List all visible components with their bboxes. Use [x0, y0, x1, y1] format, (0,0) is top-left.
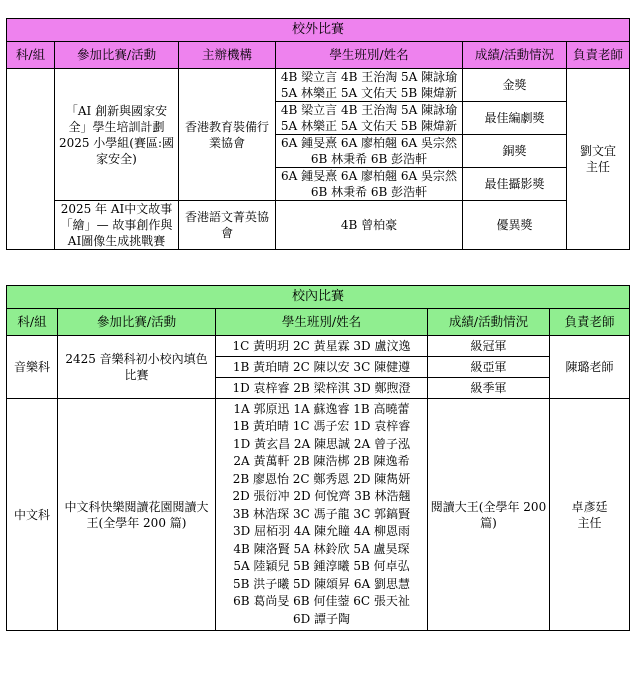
header-subject: 科/組 [7, 42, 55, 69]
students-cell: 6A 鍾旻熹 6A 廖柏翹 6A 吳宗然 6B 林秉希 6B 彭浩軒 [276, 168, 463, 201]
result-cell: 最佳編劇獎 [463, 102, 567, 135]
students-cell: 4B 梁立言 4B 王治淘 5A 陳詠瑜 5A 林樂正 5A 文佑天 5B 陳煒新 [276, 69, 463, 102]
teacher-cell: 劉文宜 主任 [567, 69, 630, 250]
subject-cell: 音樂科 [7, 336, 58, 399]
student-line: 1B 黃珀晴 1C 馮子宏 1D 袁梓睿 [232, 419, 411, 434]
internal-table-title: 校內比賽 [7, 286, 630, 309]
students-cell: 1D 袁梓睿 2B 梁梓淇 3D 鄭煦澄 [216, 378, 428, 399]
students-cell: 4B 曾柏豪 [276, 201, 463, 250]
external-competitions-table [6, 18, 630, 250]
student-line: 6B 葛尚旻 6B 何佳蓥 6C 張天祉 [233, 594, 410, 609]
result-cell: 閱讀大王(全學年 200 篇) [428, 399, 550, 631]
student-line: 1D 黃玄昌 2A 陳思誠 2A 曾子泓 [233, 436, 410, 451]
student-line: 2A 黃萬軒 2B 陳浩梆 2B 陳逸希 [233, 454, 410, 469]
result-cell: 級冠軍 [428, 336, 550, 357]
header-event: 參加比賽/活動 [55, 42, 179, 69]
header-event: 參加比賽/活動 [58, 309, 216, 336]
student-line: 2D 張衍冲 2D 何悅齊 3B 林浩翹 [232, 489, 411, 504]
students-list-cell [216, 399, 428, 631]
header-teacher: 負責老師 [567, 42, 630, 69]
result-cell: 級季軍 [428, 378, 550, 399]
student-line: 2B 廖恩怡 2C 鄭秀恩 2D 陳雋妍 [232, 471, 411, 486]
event-name-cell: 中文科快樂閱讀花園閱讀大王(全學年 200 篇) [58, 399, 216, 631]
teacher-cell: 卓彥廷 主任 [550, 399, 630, 631]
subject-cell: 中文科 [7, 399, 58, 631]
result-cell: 優異獎 [463, 201, 567, 250]
student-line: 5B 洪子曦 5D 陳頌昇 6A 劉思慧 [232, 576, 411, 591]
organizer-cell: 香港教育裝備行業協會 [179, 69, 276, 201]
organizer-cell: 香港語文菁英協會 [179, 201, 276, 250]
event-name-cell: 「AI 創新與國家安全」學生培訓計劃 2025 小學組(賽區:國家安全) [55, 69, 179, 201]
student-line: 1A 郭原迅 1A 蘇逸睿 1B 高曉蕾 [233, 401, 410, 416]
header-students: 學生班別/姓名 [216, 309, 428, 336]
header-organizer: 主辦機構 [179, 42, 276, 69]
header-teacher: 負責老師 [550, 309, 630, 336]
student-line: 4B 陳洛賢 5A 林鈴欣 5A 盧昊琛 [233, 541, 410, 556]
student-line: 3B 林浩琛 3C 馮子龍 3C 郭鎬賢 [232, 506, 411, 521]
subject-cell-empty [7, 69, 55, 250]
student-line: 6D 譚子陶 [292, 611, 351, 626]
header-result: 成績/活動情況 [428, 309, 550, 336]
result-cell: 級亞軍 [428, 357, 550, 378]
result-cell: 金獎 [463, 69, 567, 102]
teacher-cell: 陳璐老師 [550, 336, 630, 399]
internal-competitions-table [6, 285, 630, 631]
student-line: 3D 屈栢羽 4A 陳允瞳 4A 柳恩雨 [233, 524, 410, 539]
event-name-cell: 2425 音樂科初小校內填色比賽 [58, 336, 216, 399]
header-students: 學生班別/姓名 [276, 42, 463, 69]
external-table-title: 校外比賽 [7, 19, 630, 42]
header-result: 成績/活動情況 [463, 42, 567, 69]
header-subject: 科/組 [7, 309, 58, 336]
result-cell: 銅獎 [463, 135, 567, 168]
students-cell: 4B 梁立言 4B 王治淘 5A 陳詠瑜 5A 林樂正 5A 文佑天 5B 陳煒新 [276, 102, 463, 135]
students-cell: 1C 黃明玥 2C 黃星霖 3D 盧汶逸 [216, 336, 428, 357]
students-cell: 6A 鍾旻熹 6A 廖柏翹 6A 吳宗然 6B 林秉希 6B 彭浩軒 [276, 135, 463, 168]
students-cell: 1B 黃珀晴 2C 陳以安 3C 陳健遵 [216, 357, 428, 378]
student-line: 5A 陸穎兒 5B 鍾淳曦 5B 何卓弘 [233, 559, 410, 574]
result-cell: 最佳攝影獎 [463, 168, 567, 201]
event-name-cell: 2025 年 AI中文故事「繪」— 故事創作與AI圖像生成挑戰賽 [55, 201, 179, 250]
